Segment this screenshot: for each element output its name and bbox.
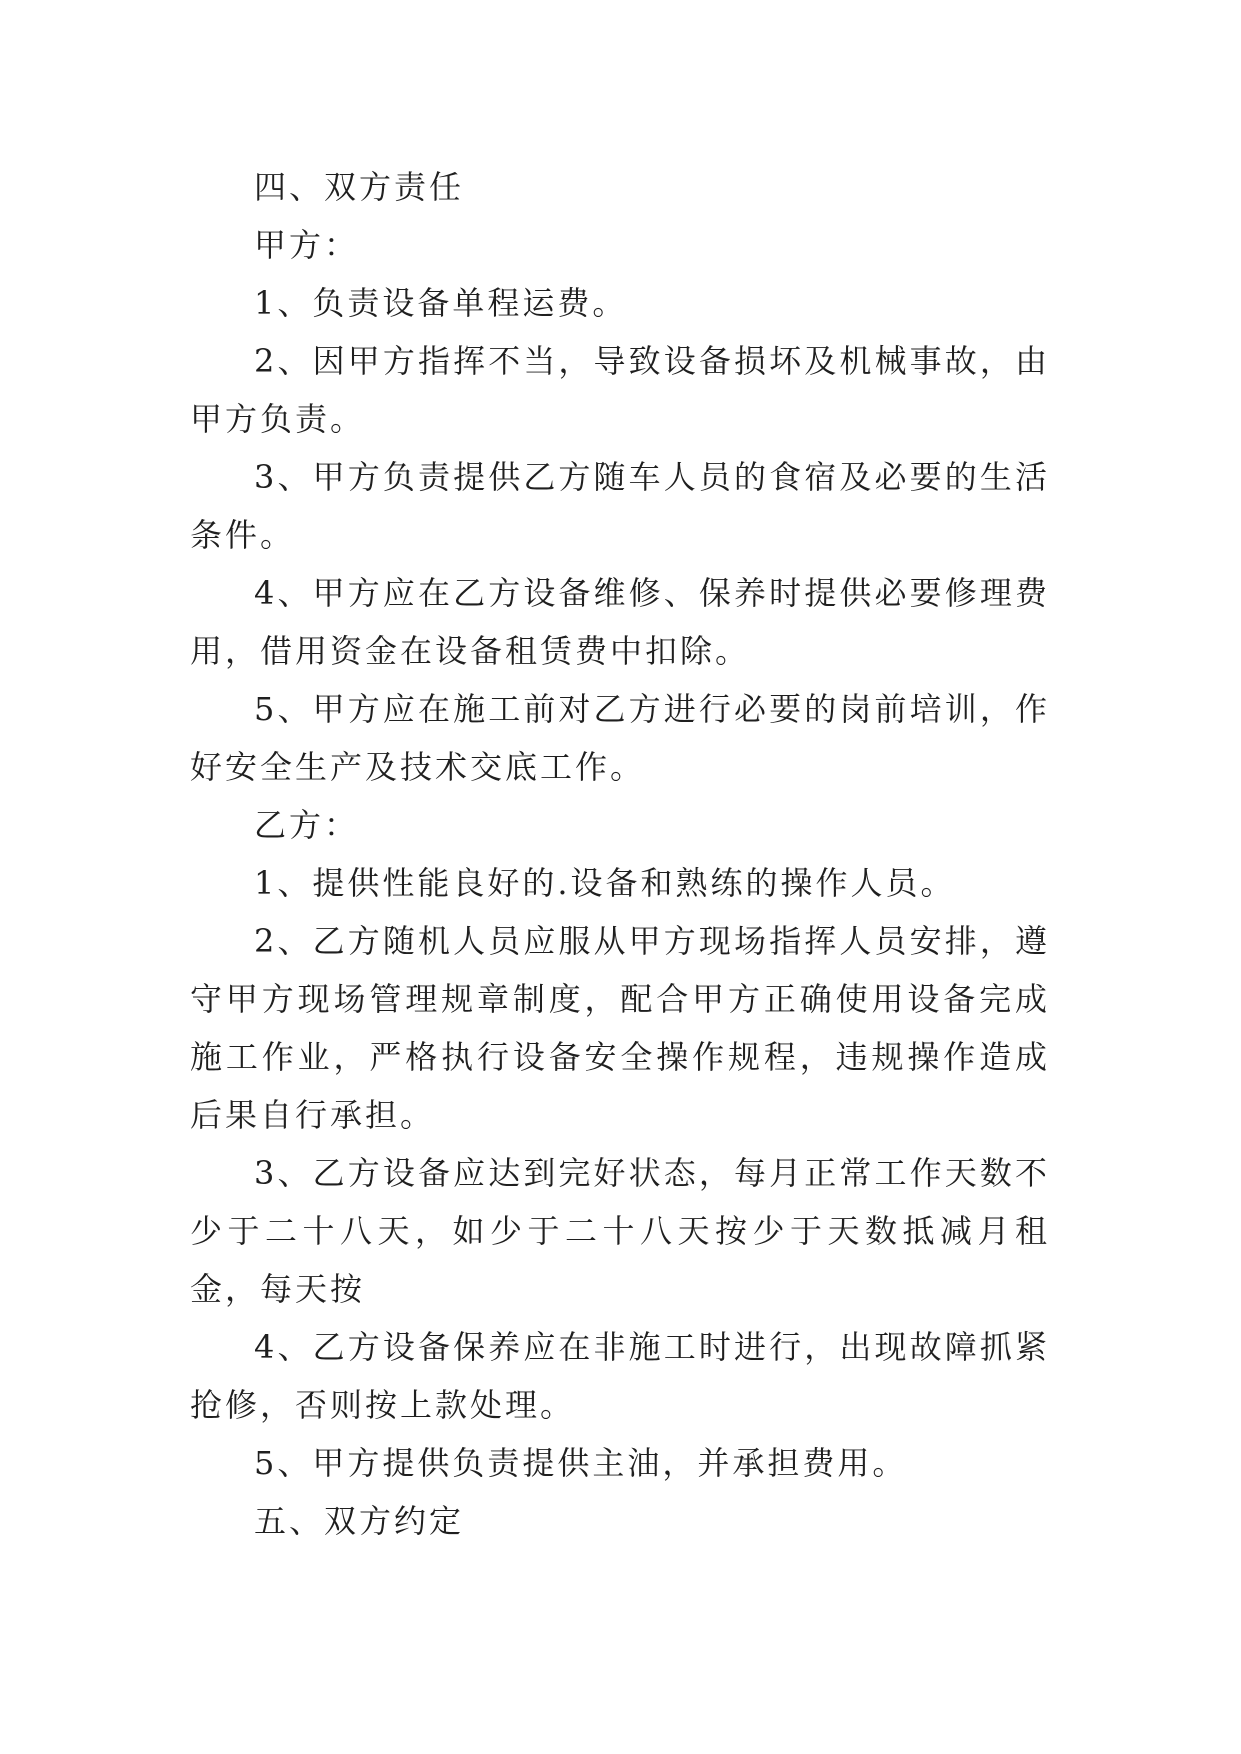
party-a-item-2: 2、因甲方指挥不当，导致设备损坏及机械事故，由甲方负责。 (190, 342, 1050, 438)
party-b-item-3: 3、乙方设备应达到完好状态，每月正常工作天数不少于二十八天，如少于二十八天按少于天数抵减月租金，每天按 (190, 1154, 1050, 1308)
party-b-item-4: 4、乙方设备保养应在非施工时进行，出现故障抓紧抢修，否则按上款处理。 (190, 1328, 1050, 1424)
party-b-item-2: 2、乙方随机人员应服从甲方现场指挥人员安排，遵守甲方现场管理规章制度，配合甲方正确使用设备完成施工作业，严格执行设备安全操作规程，违规操作造成后果自行承担。 (190, 922, 1050, 1134)
party-a-item-4: 4、甲方应在乙方设备维修、保养时提供必要修理费用，借用资金在设备租赁费中扣除。 (190, 574, 1050, 670)
party-a-item-5: 5、甲方应在施工前对乙方进行必要的岗前培训，作好安全生产及技术交底工作。 (190, 690, 1050, 786)
party-a-item-1: 1、负责设备单程运费。 (254, 284, 628, 322)
document-body (190, 158, 1050, 1550)
party-a-item-3: 3、甲方负责提供乙方随车人员的食宿及必要的生活条件。 (190, 458, 1050, 554)
section-four-title: 四、双方责任 (254, 168, 465, 206)
party-b-item-1: 1、提供性能良好的.设备和熟练的操作人员。 (254, 864, 956, 902)
party-b-heading: 乙方： (254, 806, 360, 844)
party-b-item-5: 5、甲方提供负责提供主油，并承担费用。 (254, 1444, 908, 1482)
section-five-title: 五、双方约定 (254, 1502, 465, 1540)
party-a-heading: 甲方： (254, 226, 360, 264)
